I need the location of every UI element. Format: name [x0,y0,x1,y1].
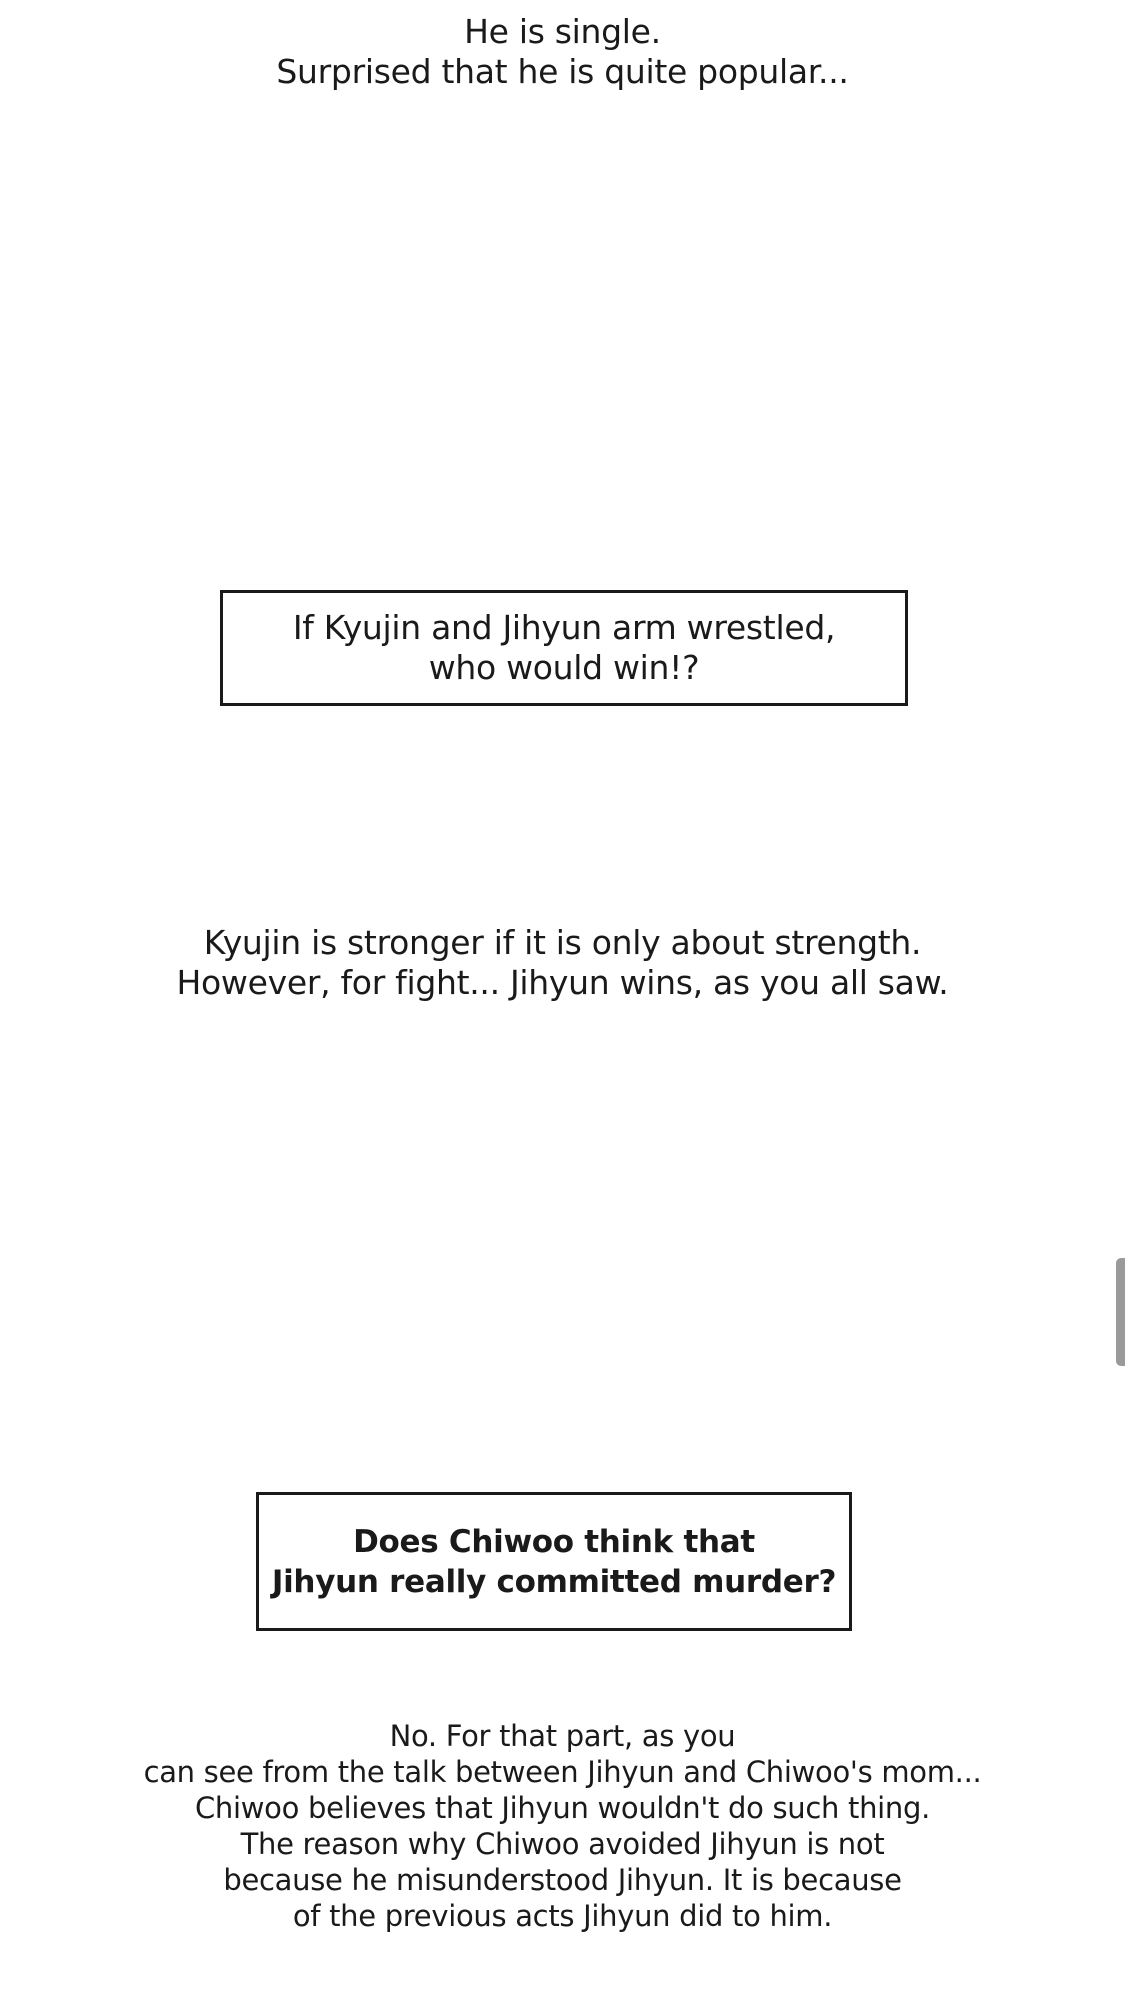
question-box-arm-wrestle [220,590,908,706]
answer-line: because he misunderstood Jihyun. It is because [223,1863,902,1897]
answer-line: Chiwoo believes that Jihyun wouldn't do such thing. [194,1791,931,1825]
answer-line: can see from the talk between Jihyun and Chiwoo's mom... [143,1755,982,1789]
answer-line: No. For that part, as you [389,1719,736,1753]
answer-line: The reason why Chiwoo avoided Jihyun is not [240,1827,885,1861]
question-line: Does Chiwoo think that [353,1523,755,1560]
answer-intro-text [0,12,1125,92]
answer-intro-line: He is single. [464,12,661,51]
question-line: If Kyujin and Jihyun arm wrestled, [292,608,836,647]
answer-line: of the previous acts Jihyun did to him. [292,1899,833,1933]
question-line: who would win!? [428,648,700,687]
answer-line: Kyujin is stronger if it is only about strength. [203,923,922,962]
answer-arm-wrestle-text [0,923,1125,1003]
answer-intro-line: Surprised that he is quite popular... [276,52,849,91]
question-box-murder [256,1492,852,1631]
answer-murder-text [0,1718,1125,1934]
question-line: Jihyun really committed murder? [271,1563,837,1600]
scrollbar-thumb[interactable] [1116,1258,1125,1366]
answer-line: However, for fight... Jihyun wins, as you all saw. [176,963,949,1002]
